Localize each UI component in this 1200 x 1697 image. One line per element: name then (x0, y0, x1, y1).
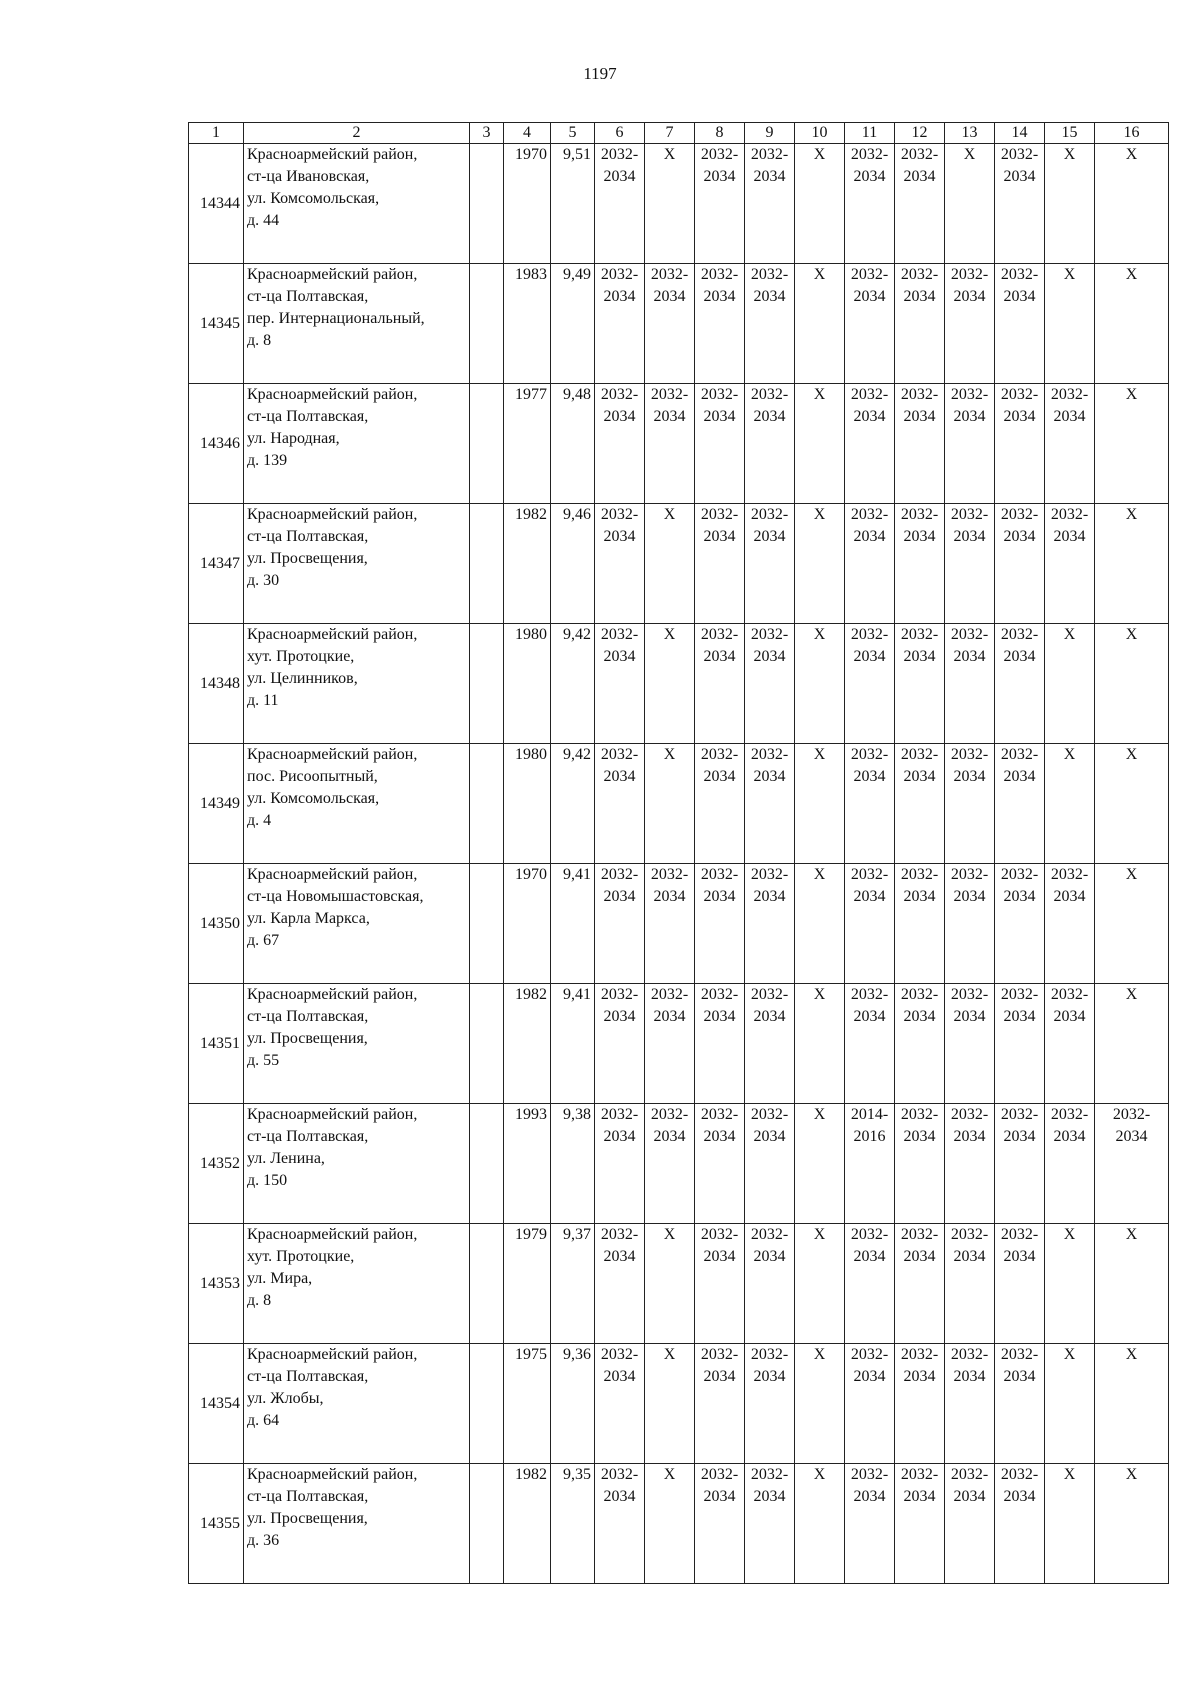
period-cell: 2032- 2034 (945, 1224, 995, 1344)
period-cell: 2032- 2034 (645, 384, 695, 504)
period-cell: 2032- 2034 (745, 504, 795, 624)
address-line: ул. Комсомольская, (247, 790, 380, 807)
period-cell: 2032- 2034 (1045, 1104, 1095, 1224)
period-cell: 2032- 2034 (595, 1224, 645, 1344)
address-line: Красноармейский район, (247, 1226, 418, 1243)
period-cell: 2032- 2034 (845, 864, 895, 984)
period-cell: X (795, 984, 845, 1104)
address-line: ул. Народная, (247, 430, 340, 447)
address-line: Красноармейский район, (247, 866, 418, 883)
period-cell: 2032- 2034 (745, 744, 795, 864)
area-cell: 9,42 (551, 744, 595, 864)
address-line: Красноармейский район, (247, 506, 418, 523)
period-cell: 2032- 2034 (595, 264, 645, 384)
address-line: Красноармейский район, (247, 266, 418, 283)
period-cell: X (1095, 624, 1169, 744)
period-cell: X (645, 504, 695, 624)
period-cell: 2032- 2034 (945, 504, 995, 624)
period-cell: X (645, 1224, 695, 1344)
period-cell: 2032- 2034 (845, 624, 895, 744)
column-3-cell (470, 624, 504, 744)
address-line: ст-ца Полтавская, (247, 528, 369, 545)
period-cell: 2032- 2034 (995, 864, 1045, 984)
period-cell: 2032- 2034 (745, 1464, 795, 1584)
period-cell: 2032- 2034 (595, 504, 645, 624)
address-line: Красноармейский район, (247, 1346, 418, 1363)
period-cell: 2032- 2034 (695, 744, 745, 864)
period-cell: 2032- 2034 (995, 1104, 1045, 1224)
period-cell: 2032- 2034 (595, 864, 645, 984)
period-cell: X (795, 864, 845, 984)
period-cell: X (645, 744, 695, 864)
year-cell: 1983 (504, 264, 551, 384)
period-cell: X (645, 1344, 695, 1464)
address-line: Красноармейский район, (247, 746, 418, 763)
column-header: 12 (895, 123, 945, 144)
address-cell (244, 624, 470, 744)
period-cell: 2032- 2034 (745, 1104, 795, 1224)
address-cell (244, 384, 470, 504)
year-cell: 1982 (504, 984, 551, 1104)
address-cell (244, 1464, 470, 1584)
period-cell: 2032- 2034 (895, 504, 945, 624)
period-cell: 2032- 2034 (695, 984, 745, 1104)
period-cell: 2032- 2034 (895, 624, 945, 744)
address-cell (244, 264, 470, 384)
row-number: 14346 (189, 384, 244, 504)
address-cell (244, 984, 470, 1104)
period-cell: X (1095, 264, 1169, 384)
period-cell: 2032- 2034 (745, 144, 795, 264)
column-3-cell (470, 144, 504, 264)
period-cell: 2032- 2034 (845, 144, 895, 264)
table-row (189, 624, 1169, 744)
address-line: пос. Рисоопытный, (247, 768, 378, 785)
column-header: 11 (845, 123, 895, 144)
year-cell: 1975 (504, 1344, 551, 1464)
period-cell: 2032- 2034 (845, 1224, 895, 1344)
period-cell: X (1095, 144, 1169, 264)
period-cell: 2032- 2034 (995, 744, 1045, 864)
period-cell: X (1095, 864, 1169, 984)
table-row (189, 744, 1169, 864)
period-cell: 2032- 2034 (995, 1344, 1045, 1464)
period-cell: 2032- 2034 (895, 264, 945, 384)
area-cell: 9,46 (551, 504, 595, 624)
period-cell: 2032- 2034 (895, 384, 945, 504)
address-line: ул. Мира, (247, 1270, 313, 1287)
address-line: Красноармейский район, (247, 1106, 418, 1123)
row-number: 14344 (189, 144, 244, 264)
address-line: д. 8 (247, 332, 272, 349)
column-3-cell (470, 1464, 504, 1584)
table-row (189, 1104, 1169, 1224)
column-header: 6 (595, 123, 645, 144)
table-row (189, 1224, 1169, 1344)
period-cell: 2032- 2034 (945, 1104, 995, 1224)
row-number: 14347 (189, 504, 244, 624)
row-number: 14355 (189, 1464, 244, 1584)
row-number: 14350 (189, 864, 244, 984)
address-line: д. 64 (247, 1412, 280, 1429)
address-line: д. 150 (247, 1172, 288, 1189)
address-cell (244, 1104, 470, 1224)
area-cell: 9,36 (551, 1344, 595, 1464)
period-cell: X (1045, 624, 1095, 744)
period-cell: 2032- 2034 (695, 144, 745, 264)
address-line: ст-ца Полтавская, (247, 1128, 369, 1145)
column-header: 16 (1095, 123, 1169, 144)
period-cell: 2032- 2034 (595, 744, 645, 864)
area-cell: 9,37 (551, 1224, 595, 1344)
column-3-cell (470, 1224, 504, 1344)
period-cell: X (1095, 1224, 1169, 1344)
column-3-cell (470, 864, 504, 984)
address-line: д. 4 (247, 812, 272, 829)
area-cell: 9,48 (551, 384, 595, 504)
period-cell: X (795, 1104, 845, 1224)
address-line: ул. Просвещения, (247, 1030, 368, 1047)
period-cell: 2032- 2034 (645, 264, 695, 384)
period-cell: 2032- 2034 (695, 504, 745, 624)
row-number: 14349 (189, 744, 244, 864)
address-line: Красноармейский район, (247, 386, 418, 403)
address-line: ст-ца Полтавская, (247, 1488, 369, 1505)
year-cell: 1970 (504, 144, 551, 264)
period-cell: 2032- 2034 (695, 864, 745, 984)
period-cell: 2032- 2034 (1045, 984, 1095, 1104)
address-cell (244, 1224, 470, 1344)
period-cell: X (1045, 264, 1095, 384)
period-cell: X (1095, 1464, 1169, 1584)
period-cell: X (1095, 384, 1169, 504)
table-row (189, 1344, 1169, 1464)
address-line: ул. Жлобы, (247, 1390, 324, 1407)
period-cell: 2032- 2034 (945, 1344, 995, 1464)
period-cell: 2032- 2034 (695, 384, 745, 504)
period-cell: 2032- 2034 (895, 744, 945, 864)
address-cell (244, 504, 470, 624)
address-line: ст-ца Новомышастовская, (247, 888, 424, 905)
period-cell: 2032- 2034 (695, 1344, 745, 1464)
period-cell: X (795, 264, 845, 384)
row-number: 14352 (189, 1104, 244, 1224)
period-cell: 2032- 2034 (595, 1104, 645, 1224)
period-cell: 2032- 2034 (995, 1224, 1045, 1344)
column-header: 15 (1045, 123, 1095, 144)
year-cell: 1970 (504, 864, 551, 984)
period-cell: X (1045, 744, 1095, 864)
period-cell: 2032- 2034 (1045, 384, 1095, 504)
column-header: 13 (945, 123, 995, 144)
period-cell: 2032- 2034 (745, 1224, 795, 1344)
period-cell: 2032- 2034 (945, 624, 995, 744)
period-cell: 2032- 2034 (745, 624, 795, 744)
period-cell: X (945, 144, 995, 264)
address-cell (244, 744, 470, 864)
table-row (189, 984, 1169, 1104)
period-cell: 2032- 2034 (995, 504, 1045, 624)
year-cell: 1979 (504, 1224, 551, 1344)
row-number: 14345 (189, 264, 244, 384)
period-cell: 2032- 2034 (645, 984, 695, 1104)
period-cell: 2032- 2034 (1095, 1104, 1169, 1224)
address-line: ул. Карла Маркса, (247, 910, 370, 927)
table-row (189, 264, 1169, 384)
address-line: ст-ца Ивановская, (247, 168, 370, 185)
period-cell: 2032- 2034 (745, 1344, 795, 1464)
period-cell: 2032- 2034 (845, 1464, 895, 1584)
address-line: д. 44 (247, 212, 280, 229)
period-cell: 2032- 2034 (595, 1344, 645, 1464)
period-cell: 2032- 2034 (995, 984, 1045, 1104)
period-cell: 2032- 2034 (945, 1464, 995, 1584)
address-line: д. 55 (247, 1052, 280, 1069)
address-cell (244, 1344, 470, 1464)
column-header: 14 (995, 123, 1045, 144)
column-3-cell (470, 1344, 504, 1464)
period-cell: X (1095, 744, 1169, 864)
address-line: пер. Интернациональный, (247, 310, 425, 327)
period-cell: X (795, 1344, 845, 1464)
period-cell: 2032- 2034 (995, 624, 1045, 744)
period-cell: 2032- 2034 (845, 984, 895, 1104)
address-line: ст-ца Полтавская, (247, 1008, 369, 1025)
address-line: д. 8 (247, 1292, 272, 1309)
period-cell: 2032- 2034 (745, 864, 795, 984)
period-cell: 2032- 2034 (595, 624, 645, 744)
row-number: 14353 (189, 1224, 244, 1344)
period-cell: 2032- 2034 (895, 1344, 945, 1464)
table-row (189, 144, 1169, 264)
period-cell: X (795, 504, 845, 624)
column-header: 1 (189, 123, 244, 144)
period-cell: 2032- 2034 (745, 264, 795, 384)
period-cell: X (645, 624, 695, 744)
column-3-cell (470, 744, 504, 864)
period-cell: 2032- 2034 (1045, 504, 1095, 624)
page-number: 1197 (583, 64, 617, 83)
year-cell: 1977 (504, 384, 551, 504)
address-line: д. 30 (247, 572, 280, 589)
year-cell: 1980 (504, 744, 551, 864)
address-line: Красноармейский район, (247, 146, 418, 163)
period-cell: 2032- 2034 (945, 264, 995, 384)
table-row (189, 504, 1169, 624)
column-header: 4 (504, 123, 551, 144)
period-cell: 2032- 2034 (995, 264, 1045, 384)
period-cell: 2032- 2034 (895, 984, 945, 1104)
row-number: 14351 (189, 984, 244, 1104)
address-line: ул. Целинников, (247, 670, 358, 687)
period-cell: 2032- 2034 (745, 384, 795, 504)
address-line: ст-ца Полтавская, (247, 408, 369, 425)
column-header: 8 (695, 123, 745, 144)
period-cell: X (1045, 1464, 1095, 1584)
period-cell: 2032- 2034 (895, 1464, 945, 1584)
period-cell: 2032- 2034 (645, 1104, 695, 1224)
period-cell: X (645, 1464, 695, 1584)
address-line: хут. Протоцкие, (247, 648, 355, 665)
column-header: 9 (745, 123, 795, 144)
period-cell: X (795, 144, 845, 264)
register-table (188, 122, 1169, 1584)
period-cell: 2032- 2034 (845, 744, 895, 864)
period-cell: X (1045, 1344, 1095, 1464)
period-cell: X (1045, 144, 1095, 264)
year-cell: 1982 (504, 504, 551, 624)
column-header: 7 (645, 123, 695, 144)
period-cell: 2032- 2034 (945, 984, 995, 1104)
column-header: 10 (795, 123, 845, 144)
period-cell: 2032- 2034 (945, 744, 995, 864)
table-row (189, 1464, 1169, 1584)
address-line: ст-ца Полтавская, (247, 1368, 369, 1385)
address-line: д. 36 (247, 1532, 280, 1549)
period-cell: X (795, 624, 845, 744)
period-cell: X (795, 744, 845, 864)
year-cell: 1982 (504, 1464, 551, 1584)
address-line: д. 67 (247, 932, 280, 949)
period-cell: X (1045, 1224, 1095, 1344)
period-cell: X (795, 1224, 845, 1344)
address-cell (244, 864, 470, 984)
area-cell: 9,38 (551, 1104, 595, 1224)
column-3-cell (470, 264, 504, 384)
period-cell: X (795, 1464, 845, 1584)
address-line: Красноармейский район, (247, 626, 418, 643)
address-line: ст-ца Полтавская, (247, 288, 369, 305)
period-cell: 2032- 2034 (945, 864, 995, 984)
area-cell: 9,35 (551, 1464, 595, 1584)
period-cell: X (1095, 504, 1169, 624)
address-line: Красноармейский район, (247, 986, 418, 1003)
address-line: ул. Просвещения, (247, 550, 368, 567)
period-cell: 2032- 2034 (1045, 864, 1095, 984)
address-line: хут. Протоцкие, (247, 1248, 355, 1265)
column-header: 3 (470, 123, 504, 144)
column-header: 5 (551, 123, 595, 144)
period-cell: 2032- 2034 (895, 1224, 945, 1344)
address-line: Красноармейский район, (247, 1466, 418, 1483)
period-cell: 2032- 2034 (845, 1344, 895, 1464)
period-cell: 2032- 2034 (995, 144, 1045, 264)
period-cell: 2032- 2034 (895, 864, 945, 984)
period-cell: 2032- 2034 (695, 264, 745, 384)
address-line: д. 139 (247, 452, 288, 469)
period-cell: 2032- 2034 (695, 1104, 745, 1224)
period-cell: 2032- 2034 (595, 144, 645, 264)
period-cell: 2014- 2016 (845, 1104, 895, 1224)
area-cell: 9,51 (551, 144, 595, 264)
period-cell: 2032- 2034 (995, 1464, 1045, 1584)
year-cell: 1980 (504, 624, 551, 744)
address-line: ул. Ленина, (247, 1150, 325, 1167)
address-line: ул. Просвещения, (247, 1510, 368, 1527)
period-cell: 2032- 2034 (745, 984, 795, 1104)
register-body (189, 144, 1169, 1584)
column-header: 2 (244, 123, 470, 144)
area-cell: 9,42 (551, 624, 595, 744)
address-line: ул. Комсомольская, (247, 190, 380, 207)
period-cell: 2032- 2034 (895, 144, 945, 264)
column-3-cell (470, 984, 504, 1104)
period-cell: 2032- 2034 (645, 864, 695, 984)
period-cell: X (645, 144, 695, 264)
area-cell: 9,49 (551, 264, 595, 384)
period-cell: X (1095, 1344, 1169, 1464)
period-cell: 2032- 2034 (845, 384, 895, 504)
period-cell: 2032- 2034 (595, 384, 645, 504)
period-cell: 2032- 2034 (695, 1224, 745, 1344)
column-3-cell (470, 504, 504, 624)
period-cell: 2032- 2034 (595, 984, 645, 1104)
period-cell: 2032- 2034 (845, 504, 895, 624)
row-number: 14348 (189, 624, 244, 744)
period-cell: 2032- 2034 (695, 624, 745, 744)
column-3-cell (470, 384, 504, 504)
address-line: д. 11 (247, 692, 279, 709)
period-cell: 2032- 2034 (895, 1104, 945, 1224)
period-cell: 2032- 2034 (845, 264, 895, 384)
table-row (189, 384, 1169, 504)
period-cell: X (795, 384, 845, 504)
row-number: 14354 (189, 1344, 244, 1464)
period-cell: 2032- 2034 (945, 384, 995, 504)
table-row (189, 864, 1169, 984)
area-cell: 9,41 (551, 864, 595, 984)
period-cell: 2032- 2034 (695, 1464, 745, 1584)
year-cell: 1993 (504, 1104, 551, 1224)
column-3-cell (470, 1104, 504, 1224)
period-cell: X (1095, 984, 1169, 1104)
period-cell: 2032- 2034 (595, 1464, 645, 1584)
area-cell: 9,41 (551, 984, 595, 1104)
address-cell (244, 144, 470, 264)
header-row (189, 123, 1169, 144)
period-cell: 2032- 2034 (995, 384, 1045, 504)
